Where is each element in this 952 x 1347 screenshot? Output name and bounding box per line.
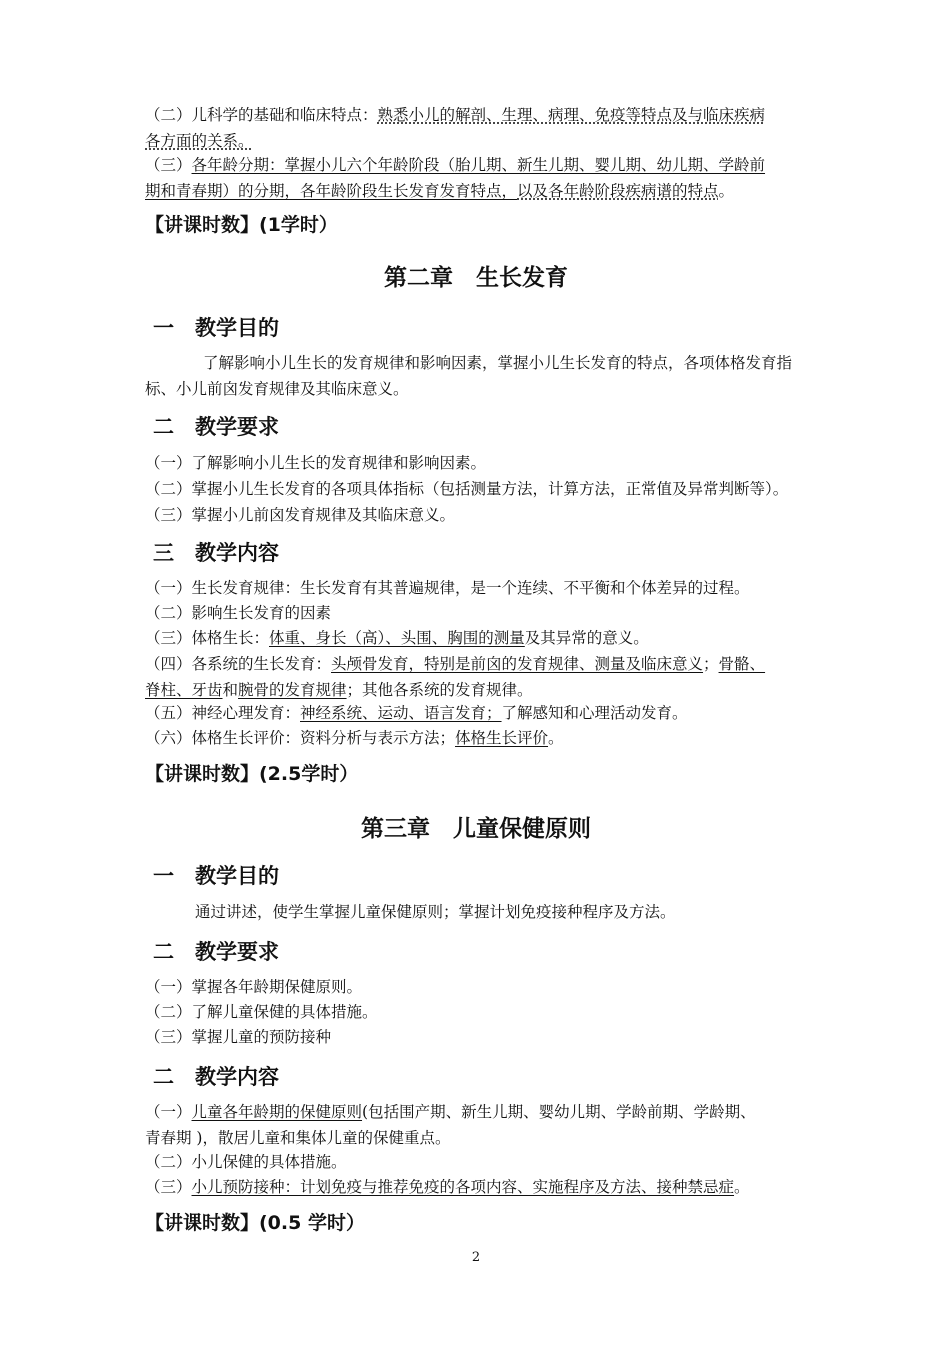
ch1-item-2: （二）儿科学的基础和临床特点：熟悉小儿的解剖、生理、病理、免疫等特点及与临床疾病 各方面的关系。 [145,106,766,150]
ch3-content-2: （二）小儿保健的具体措施。 [145,1153,347,1171]
ch2-content-1: （一）生长发育规律：生长发育有其普遍规律，是一个连续、不平衡和个体差异的过程。 [145,579,750,597]
ch2-content-heading: 三 教学内容 [153,541,279,565]
ch2-purpose-text: 了解影响小儿生长的发育规律和影响因素，掌握小儿生长发育的特点，各项体格发育指标、小儿前囟发育规律及其临床意义。 [145,354,793,398]
ch3-requirements-heading: 二 教学要求 [153,940,279,964]
ch2-requirement-1: （一）了解影响小儿生长的发育规律和影响因素。 [145,454,487,472]
ch1-lecture-hours: 【讲课时数】(1学时） [145,214,338,236]
ch2-title: 第二章 生长发育 [384,265,568,291]
ch2-requirement-3: （三）掌握小儿前囟发育规律及其临床意义。 [145,506,456,524]
ch2-requirements-heading: 二 教学要求 [153,415,279,439]
page-number: 2 [471,1250,481,1265]
ch3-title: 第三章 儿童保健原则 [361,816,591,842]
ch3-content-heading: 二 教学内容 [153,1065,279,1089]
ch3-requirement-1: （一）掌握各年龄期保健原则。 [145,978,363,996]
ch1-item-3: （三）各年龄分期：掌握小儿六个年龄阶段（胎儿期、新生儿期、婴儿期、幼儿期、学龄前 期和青春期）的分期，各年龄阶段生长发育发育特点，以及各年龄阶段疾病谱的特点。 [145,156,766,200]
ch2-content-5: （五）神经心理发育：神经系统、运动、语言发育；了解感知和心理活动发育。 [145,704,688,722]
ch2-lecture-hours: 【讲课时数】(2.5学时） [145,763,359,785]
ch2-content-6: （六）体格生长评价：资料分析与表示方法；体格生长评价。 [145,729,564,747]
ch3-content-3: （三）小儿预防接种：计划免疫与推荐免疫的各项内容、实施程序及方法、接种禁忌症。 [145,1178,750,1196]
ch3-content-1: （一）儿童各年龄期的保健原则(包括围产期、新生儿期、婴幼儿期、学龄前期、学龄期、 青春期 )，散居儿童和集体儿童的保健重点。 [145,1103,756,1147]
ch3-requirement-3: （三）掌握儿童的预防接种 [145,1028,332,1046]
ch3-requirement-2: （二）了解儿童保健的具体措施。 [145,1003,378,1021]
ch2-content-3: （三）体格生长：体重、身长（高）、头围、胸围的测量及其异常的意义。 [145,629,649,647]
ch3-purpose-heading: 一 教学目的 [153,864,279,888]
ch3-purpose-text: 通过讲述，使学生掌握儿童保健原则；掌握计划免疫接种程序及方法。 [195,903,676,921]
ch2-content-4: （四）各系统的生长发育：头颅骨发育，特别是前囟的发育规律、测量及临床意义；骨骼、 脊柱、牙齿和腕骨的发育规律；其他各系统的发育规律。 [145,655,766,699]
ch2-purpose-heading: 一 教学目的 [153,316,279,340]
ch3-lecture-hours: 【讲课时数】(0.5 学时） [145,1212,365,1234]
ch2-content-2: （二）影响生长发育的因素 [145,604,332,622]
ch2-requirement-2: （二）掌握小儿生长发育的各项具体指标（包括测量方法，计算方法，正常值及异常判断等）。 [145,480,789,498]
